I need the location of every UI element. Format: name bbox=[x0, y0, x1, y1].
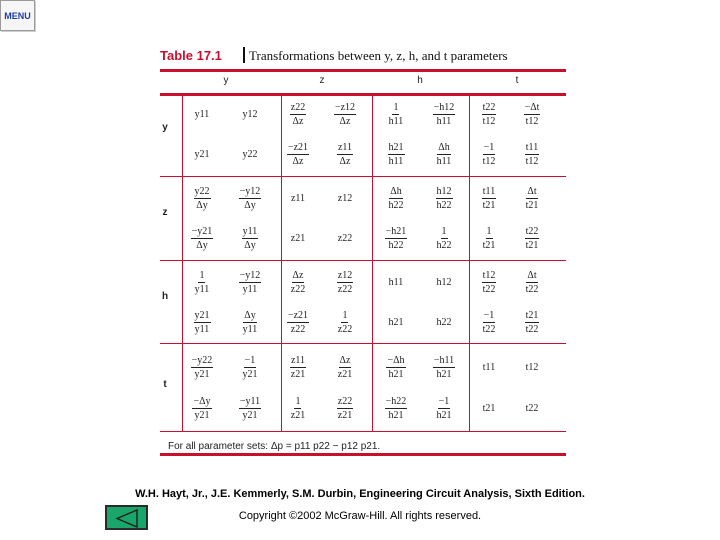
table-cell bbox=[378, 351, 414, 383]
fraction-denominator: Δy bbox=[196, 239, 208, 251]
fraction-numerator: 1 bbox=[393, 101, 399, 113]
table-cell bbox=[514, 306, 550, 338]
table-cell bbox=[514, 138, 550, 170]
table-cell bbox=[184, 266, 220, 298]
fraction-numerator: −h11 bbox=[433, 354, 455, 366]
table-cell bbox=[426, 98, 462, 130]
fraction bbox=[239, 270, 262, 295]
fraction-denominator: h11 bbox=[388, 115, 404, 127]
fraction-numerator: t11 bbox=[525, 141, 539, 153]
fraction bbox=[483, 142, 496, 167]
fraction-numerator: 1 bbox=[342, 309, 348, 321]
table-cell bbox=[232, 138, 268, 170]
cell-value: z12 bbox=[337, 192, 353, 204]
group-rule-y bbox=[160, 176, 566, 177]
fraction-denominator: z21 bbox=[337, 409, 353, 421]
fraction-denominator: t12 bbox=[525, 115, 539, 127]
column-header-y: y bbox=[223, 75, 229, 86]
fraction-numerator: 1 bbox=[441, 225, 447, 237]
fraction-numerator: −h22 bbox=[385, 395, 407, 407]
table-bottom-rule bbox=[160, 453, 566, 456]
fraction-denominator: t22 bbox=[482, 323, 496, 335]
fraction-numerator: h12 bbox=[436, 185, 452, 197]
fraction bbox=[526, 186, 539, 211]
group-rule-z bbox=[160, 260, 566, 261]
fraction-denominator: Δz bbox=[292, 115, 304, 127]
fraction bbox=[437, 396, 452, 421]
cell-value: y22 bbox=[242, 148, 258, 160]
fraction bbox=[287, 310, 309, 335]
table-cell bbox=[232, 182, 268, 214]
fraction bbox=[239, 396, 261, 421]
cell-value: h21 bbox=[388, 316, 404, 328]
fraction bbox=[525, 310, 540, 335]
fraction-denominator: h21 bbox=[436, 368, 452, 380]
table-cell bbox=[471, 222, 507, 254]
column-header-t: t bbox=[515, 75, 519, 86]
table-cell bbox=[184, 138, 220, 170]
table-cell bbox=[232, 392, 268, 424]
cell-value: h22 bbox=[436, 316, 452, 328]
row-group-label-h: h bbox=[161, 291, 169, 302]
table-cell bbox=[327, 306, 363, 338]
fraction-denominator: z21 bbox=[290, 409, 306, 421]
fraction bbox=[385, 396, 408, 421]
fraction-numerator: y22 bbox=[194, 185, 210, 197]
fraction-denominator: Δz bbox=[339, 155, 351, 167]
fraction-numerator: −z12 bbox=[334, 101, 356, 113]
copyright-notice: Copyright ©2002 McGraw-Hill. All rights reserved. bbox=[238, 510, 482, 522]
fraction-numerator: −z21 bbox=[287, 309, 309, 321]
fraction bbox=[483, 310, 496, 335]
fraction-numerator: y21 bbox=[194, 309, 210, 321]
fraction-numerator: −y11 bbox=[239, 395, 261, 407]
fraction-denominator: z21 bbox=[290, 368, 306, 380]
table-cell bbox=[280, 306, 316, 338]
book-credit: W.H. Hayt, Jr., J.E. Kemmerly, S.M. Durbin, Engineering Circuit Analysis, Sixth Edition. bbox=[135, 488, 585, 500]
fraction-numerator: Δt bbox=[527, 269, 537, 281]
col-rule-2 bbox=[372, 93, 373, 431]
fraction-numerator: −y22 bbox=[191, 354, 213, 366]
fraction-denominator: z22 bbox=[337, 283, 353, 295]
fraction bbox=[290, 355, 306, 380]
fraction bbox=[337, 270, 353, 295]
cell-value: t11 bbox=[482, 361, 496, 373]
cell-value: t21 bbox=[482, 402, 496, 414]
fraction-numerator: t11 bbox=[482, 185, 496, 197]
fraction-numerator: −z21 bbox=[287, 141, 309, 153]
fraction-denominator: h22 bbox=[436, 199, 452, 211]
header-rule bbox=[160, 93, 566, 96]
fraction-denominator: t12 bbox=[482, 155, 496, 167]
fraction-denominator: y11 bbox=[242, 323, 258, 335]
fraction-numerator: z22 bbox=[337, 395, 353, 407]
table-cell bbox=[327, 266, 363, 298]
cell-value: y21 bbox=[194, 148, 210, 160]
fraction-denominator: y11 bbox=[194, 283, 210, 295]
table-cell bbox=[280, 222, 316, 254]
column-header-h: h bbox=[417, 75, 423, 86]
table-cell bbox=[471, 98, 507, 130]
cell-value: h11 bbox=[388, 276, 404, 288]
group-rule-t bbox=[160, 431, 566, 432]
fraction-denominator: h11 bbox=[436, 115, 452, 127]
table-cell bbox=[184, 306, 220, 338]
fraction-denominator: t12 bbox=[482, 115, 496, 127]
fraction bbox=[338, 355, 352, 380]
row-group-label-y: y bbox=[162, 122, 168, 133]
fraction bbox=[526, 270, 539, 295]
fraction-denominator: h21 bbox=[388, 368, 404, 380]
fraction-numerator: t12 bbox=[482, 269, 496, 281]
fraction bbox=[433, 102, 456, 127]
fraction-denominator: h22 bbox=[388, 239, 404, 251]
table-cell bbox=[378, 138, 414, 170]
table-cell bbox=[426, 138, 462, 170]
table-number: Table 17.1 bbox=[160, 48, 222, 63]
fraction bbox=[437, 142, 452, 167]
fraction bbox=[337, 142, 353, 167]
fraction-numerator: Δz bbox=[292, 269, 304, 281]
fraction-denominator: t12 bbox=[525, 155, 539, 167]
table-cell bbox=[327, 98, 363, 130]
fraction-numerator: −h12 bbox=[433, 101, 455, 113]
fraction-denominator: h22 bbox=[436, 239, 452, 251]
col-rule-0 bbox=[182, 93, 183, 431]
table-cell bbox=[280, 351, 316, 383]
fraction bbox=[290, 102, 306, 127]
title-divider bbox=[243, 47, 245, 63]
fraction-numerator: h21 bbox=[388, 141, 404, 153]
cell-value: h12 bbox=[436, 276, 452, 288]
fraction-denominator: y11 bbox=[194, 323, 210, 335]
fraction-denominator: y21 bbox=[242, 409, 258, 421]
cell-value: z22 bbox=[337, 232, 353, 244]
fraction-denominator: Δy bbox=[244, 239, 256, 251]
fraction bbox=[525, 226, 540, 251]
fraction-numerator: Δh bbox=[390, 185, 402, 197]
fraction-numerator: −1 bbox=[438, 395, 450, 407]
fraction-numerator: z11 bbox=[290, 354, 306, 366]
fraction-numerator: 1 bbox=[295, 395, 301, 407]
table-cell bbox=[232, 266, 268, 298]
table-cell bbox=[426, 222, 462, 254]
table-cell bbox=[514, 392, 550, 424]
table-top-rule bbox=[160, 69, 566, 72]
fraction bbox=[195, 270, 210, 295]
table-cell bbox=[378, 182, 414, 214]
fraction-denominator: Δz bbox=[292, 155, 304, 167]
table-cell bbox=[232, 306, 268, 338]
fraction-denominator: z22 bbox=[290, 323, 306, 335]
fraction bbox=[433, 355, 455, 380]
table-caption: Transformations between y, z, h, and t parameters bbox=[249, 48, 508, 63]
fraction-numerator: −Δh bbox=[387, 354, 405, 366]
table-cell bbox=[514, 98, 550, 130]
fraction-numerator: −y21 bbox=[191, 225, 213, 237]
fraction bbox=[243, 310, 258, 335]
table-cell bbox=[426, 306, 462, 338]
fraction-denominator: h21 bbox=[436, 409, 452, 421]
table-cell bbox=[426, 392, 462, 424]
table-cell bbox=[184, 98, 220, 130]
table-title bbox=[160, 46, 566, 66]
fraction bbox=[385, 226, 408, 251]
fraction bbox=[192, 396, 211, 421]
table-cell bbox=[471, 306, 507, 338]
fraction-numerator: 1 bbox=[486, 225, 492, 237]
fraction bbox=[291, 270, 305, 295]
table-cell bbox=[327, 138, 363, 170]
table-cell bbox=[327, 351, 363, 383]
fraction-numerator: −Δt bbox=[524, 101, 540, 113]
table-cell bbox=[378, 266, 414, 298]
table-cell bbox=[280, 138, 316, 170]
table-cell bbox=[378, 98, 414, 130]
fraction bbox=[388, 142, 405, 167]
fraction bbox=[386, 355, 405, 380]
fraction-denominator: h11 bbox=[388, 155, 404, 167]
row-group-label-t: t bbox=[163, 379, 167, 390]
fraction-numerator: Δt bbox=[527, 185, 537, 197]
fraction-denominator: Δy bbox=[196, 199, 208, 211]
table-cell bbox=[471, 351, 507, 383]
table-cell bbox=[378, 222, 414, 254]
cell-value: t22 bbox=[525, 402, 539, 414]
col-rule-3 bbox=[469, 93, 470, 431]
fraction bbox=[191, 355, 214, 380]
fraction-denominator: y11 bbox=[242, 283, 258, 295]
fraction-denominator: h11 bbox=[436, 155, 452, 167]
fraction-denominator: y21 bbox=[194, 409, 210, 421]
table-cell bbox=[232, 222, 268, 254]
fraction-numerator: −1 bbox=[244, 354, 256, 366]
fraction bbox=[483, 226, 496, 251]
table-cell bbox=[280, 98, 316, 130]
table-cell bbox=[184, 182, 220, 214]
fraction-numerator: −Δy bbox=[193, 395, 211, 407]
fraction bbox=[287, 142, 309, 167]
table-cell bbox=[426, 182, 462, 214]
fraction-numerator: z22 bbox=[290, 101, 306, 113]
table-cell bbox=[232, 351, 268, 383]
fraction-numerator: −h21 bbox=[385, 225, 407, 237]
table-cell bbox=[184, 392, 220, 424]
fraction bbox=[482, 102, 497, 127]
fraction-numerator: −y12 bbox=[239, 185, 261, 197]
fraction-denominator: y21 bbox=[194, 368, 210, 380]
fraction-denominator: z21 bbox=[337, 368, 353, 380]
fraction bbox=[389, 186, 404, 211]
table-cell bbox=[514, 222, 550, 254]
fraction-numerator: z12 bbox=[337, 269, 353, 281]
fraction bbox=[524, 102, 541, 127]
table-cell bbox=[280, 266, 316, 298]
table-cell bbox=[184, 351, 220, 383]
fraction-denominator: t21 bbox=[525, 199, 539, 211]
fraction-denominator: t22 bbox=[525, 323, 539, 335]
column-header-z: z bbox=[319, 75, 325, 86]
fraction bbox=[482, 186, 496, 211]
fraction bbox=[338, 310, 352, 335]
fraction bbox=[242, 226, 259, 251]
fraction-numerator: −y12 bbox=[239, 269, 261, 281]
menu-button[interactable]: MENU bbox=[0, 0, 35, 31]
cell-value: z11 bbox=[290, 192, 306, 204]
fraction bbox=[334, 102, 356, 127]
fraction-denominator: t21 bbox=[525, 239, 539, 251]
table-cell bbox=[327, 222, 363, 254]
table-cell bbox=[471, 138, 507, 170]
table-cell bbox=[426, 351, 462, 383]
fraction-denominator: h21 bbox=[388, 409, 404, 421]
fraction-denominator: t21 bbox=[482, 199, 496, 211]
fraction bbox=[436, 186, 453, 211]
fraction bbox=[337, 396, 353, 421]
fraction-numerator: Δh bbox=[438, 141, 450, 153]
fraction-numerator: t22 bbox=[525, 225, 539, 237]
fraction-denominator: t21 bbox=[482, 239, 496, 251]
fraction-numerator: −1 bbox=[483, 309, 495, 321]
table-cell bbox=[280, 392, 316, 424]
fraction bbox=[291, 396, 305, 421]
table-cell bbox=[280, 182, 316, 214]
fraction-denominator: Δz bbox=[339, 115, 351, 127]
table-cell bbox=[184, 222, 220, 254]
fraction bbox=[243, 355, 258, 380]
fraction-denominator: h22 bbox=[388, 199, 404, 211]
fraction-denominator: z22 bbox=[337, 323, 353, 335]
cell-value: z21 bbox=[290, 232, 306, 244]
cell-value: y12 bbox=[242, 108, 258, 120]
table-cell bbox=[327, 392, 363, 424]
fraction bbox=[389, 102, 404, 127]
group-rule-h bbox=[160, 343, 566, 344]
table-cell bbox=[378, 392, 414, 424]
cell-value: y11 bbox=[194, 108, 210, 120]
fraction-denominator: t22 bbox=[525, 283, 539, 295]
cell-value: t12 bbox=[525, 361, 539, 373]
fraction-numerator: y11 bbox=[242, 225, 258, 237]
table-cell bbox=[426, 266, 462, 298]
fraction bbox=[437, 226, 452, 251]
fraction-denominator: y21 bbox=[242, 368, 258, 380]
fraction-denominator: z22 bbox=[290, 283, 306, 295]
table-cell bbox=[232, 98, 268, 130]
table-cell bbox=[514, 351, 550, 383]
fraction bbox=[194, 186, 211, 211]
table-cell bbox=[327, 182, 363, 214]
table-cell bbox=[471, 266, 507, 298]
fraction bbox=[525, 142, 539, 167]
fraction bbox=[191, 226, 214, 251]
fraction-numerator: 1 bbox=[199, 269, 205, 281]
transformation-table bbox=[160, 69, 566, 456]
fraction-numerator: z11 bbox=[337, 141, 353, 153]
fraction-numerator: t22 bbox=[482, 101, 496, 113]
table-cell bbox=[471, 182, 507, 214]
fraction-numerator: Δz bbox=[339, 354, 351, 366]
fraction bbox=[482, 270, 497, 295]
fraction bbox=[239, 186, 262, 211]
table-cell bbox=[514, 266, 550, 298]
fraction bbox=[194, 310, 211, 335]
table-cell bbox=[471, 392, 507, 424]
fraction-denominator: t22 bbox=[482, 283, 496, 295]
fraction-numerator: −1 bbox=[483, 141, 495, 153]
table-footnote: For all parameter sets: Δp = p11 p22 − p12 p21. bbox=[168, 441, 381, 452]
fraction-numerator: t21 bbox=[525, 309, 539, 321]
row-group-label-z: z bbox=[162, 207, 168, 218]
table-cell bbox=[514, 182, 550, 214]
fraction-denominator: Δy bbox=[244, 199, 256, 211]
fraction-numerator: Δy bbox=[244, 309, 256, 321]
table-cell bbox=[378, 306, 414, 338]
